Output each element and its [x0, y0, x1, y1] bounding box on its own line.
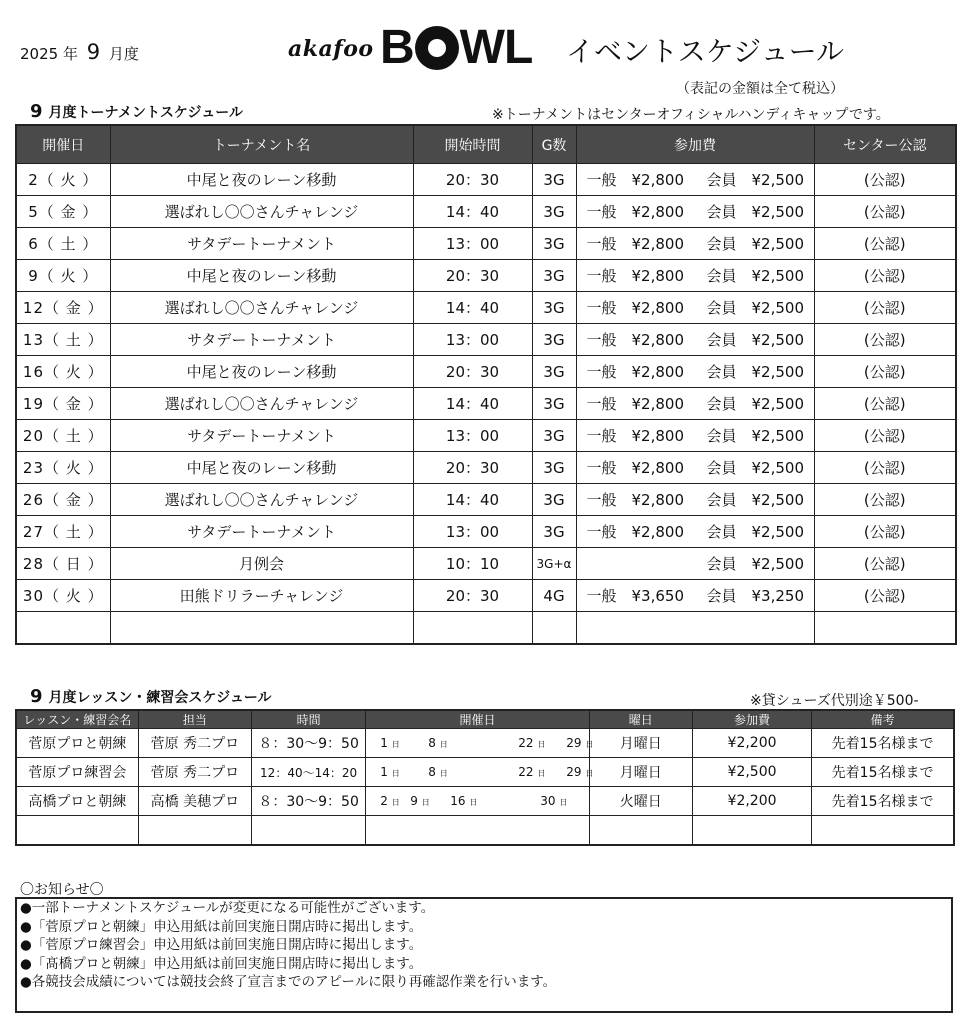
date-day: 12 [22, 299, 44, 317]
col-time: 時間 [251, 710, 365, 729]
table-row [16, 612, 956, 645]
bowl-logo-b: B [380, 21, 414, 74]
cell-lesson-name: 菅原プロと朝練 [16, 729, 138, 758]
lesson-date-unit: 日 [439, 740, 448, 749]
lesson-date-unit: 日 [469, 798, 478, 807]
lesson-date-unit: 日 [585, 740, 594, 749]
col-lesson-fee: 参加費 [692, 710, 811, 729]
date-day: 23 [22, 459, 44, 477]
cell-certified: (公認) [814, 196, 956, 228]
lesson-date-unit: 日 [585, 769, 594, 778]
lesson-date-day: 1 [380, 765, 388, 779]
lesson-date-day: 30 [540, 794, 556, 808]
cell-fee [576, 420, 814, 452]
cell-date: 20（ 土 ） [16, 420, 110, 452]
date-day: 26 [22, 491, 44, 509]
cell-time: ８：30～9：50 [251, 729, 365, 758]
lesson-date-day: 29 [566, 736, 582, 750]
date-weekday: 火 [65, 459, 82, 477]
fee-general: 一般 ¥3,650 [586, 587, 684, 605]
cell-games: 3G [532, 196, 576, 228]
lesson-date-day: 22 [518, 736, 534, 750]
date-day: 2 [28, 171, 39, 189]
col-games: G数 [532, 125, 576, 164]
notice-line: ●「髙橋プロと朝練」申込用紙は前回実施日開店時に掲出します。 [20, 955, 423, 972]
fee-general: 一般 ¥2,800 [586, 523, 684, 541]
notice-line: ●「菅原プロと朝練」申込用紙は前回実施日開店時に掲出します。 [20, 918, 423, 935]
cell-date: 2（ 火 ） [16, 164, 110, 196]
cell-date: 13（ 土 ） [16, 324, 110, 356]
cell-lesson-fee: ¥2,200 [692, 729, 811, 758]
cell-games: 3G [532, 420, 576, 452]
cell-start-time: 14：40 [413, 292, 532, 324]
cell-games: 3G [532, 228, 576, 260]
lesson-date-day: 16 [450, 794, 466, 808]
lesson-section-month: 9 [30, 686, 43, 707]
cell-certified: (公認) [814, 548, 956, 580]
cell-dates [366, 787, 589, 816]
date-weekday: 金 [60, 203, 77, 221]
cell-certified: (公認) [814, 292, 956, 324]
bowling-ball-icon [415, 26, 459, 70]
notice-box [15, 897, 953, 1013]
table-row [16, 388, 956, 420]
lesson-date-day: 8 [428, 736, 436, 750]
cell-certified: (公認) [814, 580, 956, 612]
cell-remarks: 先着15名様まで [812, 787, 954, 816]
cell-games: 3G [532, 164, 576, 196]
cell-tournament-name: サタデートーナメント [110, 228, 413, 260]
lesson-date-unit: 日 [559, 798, 568, 807]
cell-fee [576, 164, 814, 196]
table-row [16, 324, 956, 356]
cell-games: 3G [532, 356, 576, 388]
date-day: 30 [22, 587, 44, 605]
lesson-table [15, 709, 955, 846]
cell-games: 3G [532, 484, 576, 516]
tournament-table [15, 124, 957, 645]
cell-tournament-name: 中尾と夜のレーン移動 [110, 356, 413, 388]
cell-certified: (公認) [814, 516, 956, 548]
cell-start-time: 13：00 [413, 324, 532, 356]
cell-staff: 菅原 秀二プロ [138, 729, 251, 758]
date-day: 20 [22, 427, 44, 445]
cell-remarks: 先着15名様まで [812, 758, 954, 787]
shoe-rental-note: ※貸シューズ代別途￥500- [750, 693, 919, 709]
table-row [16, 196, 956, 228]
cell-tournament-name: 選ばれし〇〇さんチャレンジ [110, 292, 413, 324]
cell-start-time: 10：10 [413, 548, 532, 580]
date-weekday: 金 [65, 299, 82, 317]
fee-general: 一般 ¥2,800 [586, 459, 684, 477]
cell-time: 12：40～14：20 [251, 758, 365, 787]
lesson-date-day: 1 [380, 736, 388, 750]
date-weekday: 金 [65, 395, 82, 413]
col-date: 開催日 [16, 125, 110, 164]
lesson-date-unit: 日 [537, 740, 546, 749]
lesson-date-unit: 日 [391, 740, 400, 749]
cell-start-time: 20：30 [413, 452, 532, 484]
cell-certified: (公認) [814, 484, 956, 516]
date-day: 27 [22, 523, 44, 541]
cell-games: 3G [532, 452, 576, 484]
lesson-date [518, 765, 566, 779]
cell-date: 19（ 金 ） [16, 388, 110, 420]
lesson-date [380, 736, 428, 750]
table-row [16, 292, 956, 324]
table-row [16, 228, 956, 260]
cell-certified: (公認) [814, 388, 956, 420]
table-row [16, 420, 956, 452]
cell-certified [814, 612, 956, 645]
fee-member: 会員 ¥2,500 [706, 427, 804, 445]
cell-fee [576, 548, 814, 580]
cell-certified: (公認) [814, 452, 956, 484]
cell-staff: 菅原 秀二プロ [138, 758, 251, 787]
cell-tournament-name: 選ばれし〇〇さんチャレンジ [110, 388, 413, 420]
lesson-date-day: 8 [428, 765, 436, 779]
table-row [16, 787, 954, 816]
year: 2025 [20, 45, 59, 63]
cell-games: 3G [532, 292, 576, 324]
cell-weekday: 火曜日 [589, 787, 692, 816]
bowl-logo [380, 22, 532, 74]
lesson-date [450, 794, 540, 808]
cell-time: ８：30～9：50 [251, 787, 365, 816]
cell-certified: (公認) [814, 324, 956, 356]
cell-lesson-name: 高橋プロと朝練 [16, 787, 138, 816]
cell-lesson-name: 菅原プロ練習会 [16, 758, 138, 787]
cell-date: 30（ 火 ） [16, 580, 110, 612]
cell-tournament-name: 田熊ドリラーチャレンジ [110, 580, 413, 612]
cell-start-time: 20：30 [413, 260, 532, 292]
tournament-section-label: 月度トーナメントスケジュール [48, 105, 243, 121]
cell-dates [366, 758, 594, 787]
cell-fee [576, 388, 814, 420]
date-weekday: 日 [65, 555, 82, 573]
cell-fee [576, 356, 814, 388]
cell-date: 16（ 火 ） [16, 356, 110, 388]
lesson-date-day: 29 [566, 765, 582, 779]
cell-remarks [812, 816, 954, 846]
date-weekday: 土 [60, 235, 77, 253]
fee-member: 会員 ¥2,500 [706, 523, 804, 541]
fee-general: 一般 ¥2,800 [586, 427, 684, 445]
table-row [16, 356, 956, 388]
date-day: 28 [22, 555, 44, 573]
fee-member: 会員 ¥2,500 [706, 395, 804, 413]
cell-fee [576, 228, 814, 260]
tournament-header-row [16, 125, 956, 164]
cell-fee [576, 292, 814, 324]
cell-start-time: 20：30 [413, 356, 532, 388]
cell-weekday: 月曜日 [589, 729, 692, 758]
cell-games: 3G+α [532, 548, 576, 580]
cell-start-time: 13：00 [413, 516, 532, 548]
cell-games: 3G [532, 260, 576, 292]
brand-logo-text: akafoo [288, 36, 374, 62]
lesson-section-title [30, 686, 272, 707]
fee-member: 会員 ¥3,250 [706, 587, 804, 605]
cell-staff: 高橋 美穂プロ [138, 787, 251, 816]
cell-certified: (公認) [814, 228, 956, 260]
handicap-note: ※トーナメントはセンターオフィシャルハンディキャップです。 [492, 107, 890, 123]
table-row [16, 580, 956, 612]
cell-date: 26（ 金 ） [16, 484, 110, 516]
cell-time [251, 816, 365, 846]
cell-games: 3G [532, 324, 576, 356]
cell-tournament-name: サタデートーナメント [110, 516, 413, 548]
fee-member: 会員 ¥2,500 [706, 363, 804, 381]
col-lesson-name: レッスン・練習会名 [16, 710, 138, 729]
fee-general: 一般 ¥2,800 [586, 267, 684, 285]
lesson-date-day: 9 [410, 794, 418, 808]
lesson-date-day: 22 [518, 765, 534, 779]
cell-start-time: 13：00 [413, 228, 532, 260]
cell-tournament-name: 選ばれし〇〇さんチャレンジ [110, 484, 413, 516]
fee-member: 会員 ¥2,500 [706, 331, 804, 349]
cell-weekday [589, 816, 692, 846]
col-dates: 開催日 [366, 710, 589, 729]
cell-start-time [413, 612, 532, 645]
date-weekday: 火 [65, 363, 82, 381]
lesson-date-day: 2 [380, 794, 388, 808]
fee-general: 一般 ¥2,800 [586, 331, 684, 349]
lesson-date [380, 794, 410, 808]
col-certified: センター公認 [814, 125, 956, 164]
date-day: 9 [28, 267, 39, 285]
date-day: 13 [22, 331, 44, 349]
cell-date: 28（ 日 ） [16, 548, 110, 580]
fee-general: 一般 ¥2,800 [586, 203, 684, 221]
month-unit: 月度 [108, 45, 139, 63]
bowl-logo-rest: WL [459, 21, 533, 74]
cell-certified: (公認) [814, 356, 956, 388]
fee-member: 会員 ¥2,500 [706, 459, 804, 477]
table-row [16, 516, 956, 548]
tax-note: （表記の金額は全て税込） [676, 81, 844, 97]
fee-member: 会員 ¥2,500 [706, 491, 804, 509]
cell-games: 4G [532, 580, 576, 612]
cell-start-time: 13：00 [413, 420, 532, 452]
lesson-date-unit: 日 [391, 798, 400, 807]
cell-certified: (公認) [814, 420, 956, 452]
lesson-date [428, 765, 518, 779]
cell-fee [576, 452, 814, 484]
cell-games: 3G [532, 516, 576, 548]
lesson-date [518, 736, 566, 750]
date-weekday: 火 [60, 267, 77, 285]
cell-tournament-name: 中尾と夜のレーン移動 [110, 164, 413, 196]
cell-start-time: 14：40 [413, 388, 532, 420]
cell-lesson-fee [692, 816, 811, 846]
fee-general: 一般 ¥2,800 [586, 235, 684, 253]
lesson-date [540, 794, 580, 808]
cell-fee [576, 196, 814, 228]
date-weekday: 土 [65, 331, 82, 349]
cell-date: 27（ 土 ） [16, 516, 110, 548]
fee-general: 一般 ¥2,800 [586, 299, 684, 317]
fee-member: 会員 ¥2,500 [706, 299, 804, 317]
cell-certified: (公認) [814, 164, 956, 196]
lesson-date [380, 765, 428, 779]
lesson-date [410, 794, 450, 808]
fee-general: 一般 ¥2,800 [586, 171, 684, 189]
cell-fee [576, 580, 814, 612]
lesson-section-label: 月度レッスン・練習会スケジュール [48, 690, 272, 706]
lesson-date-unit: 日 [421, 798, 430, 807]
table-row [16, 164, 956, 196]
table-row [16, 260, 956, 292]
cell-tournament-name: 中尾と夜のレーン移動 [110, 452, 413, 484]
col-weekday: 曜日 [589, 710, 692, 729]
cell-tournament-name: サタデートーナメント [110, 324, 413, 356]
fee-member: 会員 ¥2,500 [706, 203, 804, 221]
col-staff: 担当 [138, 710, 251, 729]
fee-member: 会員 ¥2,500 [706, 267, 804, 285]
cell-tournament-name: 選ばれし〇〇さんチャレンジ [110, 196, 413, 228]
cell-lesson-fee: ¥2,500 [692, 758, 811, 787]
cell-games: 3G [532, 388, 576, 420]
notice-line: ●「菅原プロ練習会」申込用紙は前回実施日開店時に掲出します。 [20, 937, 423, 953]
date-weekday: 土 [65, 523, 82, 541]
table-row [16, 758, 954, 787]
cell-start-time: 20：30 [413, 164, 532, 196]
fee-general: 一般 ¥2,800 [586, 363, 684, 381]
cell-start-time: 14：40 [413, 484, 532, 516]
date-weekday: 火 [65, 587, 82, 605]
schedule-period [20, 40, 139, 64]
cell-lesson-name [16, 816, 138, 846]
fee-general: 一般 ¥2,800 [586, 491, 684, 509]
table-row [16, 452, 956, 484]
cell-games [532, 612, 576, 645]
col-remarks: 備考 [812, 710, 954, 729]
cell-start-time: 14：40 [413, 196, 532, 228]
lesson-date [566, 765, 606, 779]
date-day: 19 [22, 395, 44, 413]
lesson-date [566, 736, 606, 750]
cell-tournament-name: 月例会 [110, 548, 413, 580]
cell-dates [366, 816, 589, 846]
date-weekday: 土 [65, 427, 82, 445]
tournament-section-month: 9 [30, 101, 43, 122]
fee-member: 会員 ¥2,500 [706, 235, 804, 253]
cell-dates [366, 729, 594, 758]
cell-fee [576, 260, 814, 292]
year-unit: 年 [62, 45, 78, 63]
month: 9 [86, 40, 101, 64]
date-day: 5 [28, 203, 39, 221]
cell-tournament-name: 中尾と夜のレーン移動 [110, 260, 413, 292]
cell-staff [138, 816, 251, 846]
date-weekday: 金 [65, 491, 82, 509]
tournament-section-title [30, 101, 243, 122]
date-day: 16 [22, 363, 44, 381]
col-fee: 参加費 [576, 125, 814, 164]
col-start-time: 開始時間 [413, 125, 532, 164]
lesson-date-unit: 日 [537, 769, 546, 778]
lesson-date-unit: 日 [391, 769, 400, 778]
notice-line: ●各競技会成績については競技会終了宣言までのアピールに限り再確認作業を行います。 [20, 974, 557, 990]
cell-date: 9（ 火 ） [16, 260, 110, 292]
lesson-date-unit: 日 [439, 769, 448, 778]
notice-title: 〇お知らせ〇 [20, 882, 104, 898]
page-title: イベントスケジュール [566, 35, 845, 68]
cell-tournament-name [110, 612, 413, 645]
cell-weekday: 月曜日 [589, 758, 692, 787]
cell-date: 5（ 金 ） [16, 196, 110, 228]
cell-certified: (公認) [814, 260, 956, 292]
cell-fee [576, 612, 814, 645]
cell-fee [576, 516, 814, 548]
table-row [16, 729, 954, 758]
cell-date: 6（ 土 ） [16, 228, 110, 260]
notice-line: ●一部トーナメントスケジュールが変更になる可能性がございます。 [20, 900, 435, 916]
cell-date: 23（ 火 ） [16, 452, 110, 484]
table-row [16, 548, 956, 580]
date-day: 6 [28, 235, 39, 253]
lesson-header-row [16, 710, 954, 729]
fee-member: 会員 ¥2,500 [706, 171, 804, 189]
fee-member: 会員 ¥2,500 [706, 555, 804, 573]
fee-general: 一般 ¥2,800 [586, 395, 684, 413]
cell-lesson-fee: ¥2,200 [692, 787, 811, 816]
table-row [16, 484, 956, 516]
cell-fee [576, 484, 814, 516]
cell-tournament-name: サタデートーナメント [110, 420, 413, 452]
cell-start-time: 20：30 [413, 580, 532, 612]
cell-date: 12（ 金 ） [16, 292, 110, 324]
cell-remarks: 先着15名様まで [812, 729, 954, 758]
cell-date [16, 612, 110, 645]
cell-fee [576, 324, 814, 356]
date-weekday: 火 [60, 171, 77, 189]
lesson-date [428, 736, 518, 750]
col-tournament-name: トーナメント名 [110, 125, 413, 164]
table-row [16, 816, 954, 846]
